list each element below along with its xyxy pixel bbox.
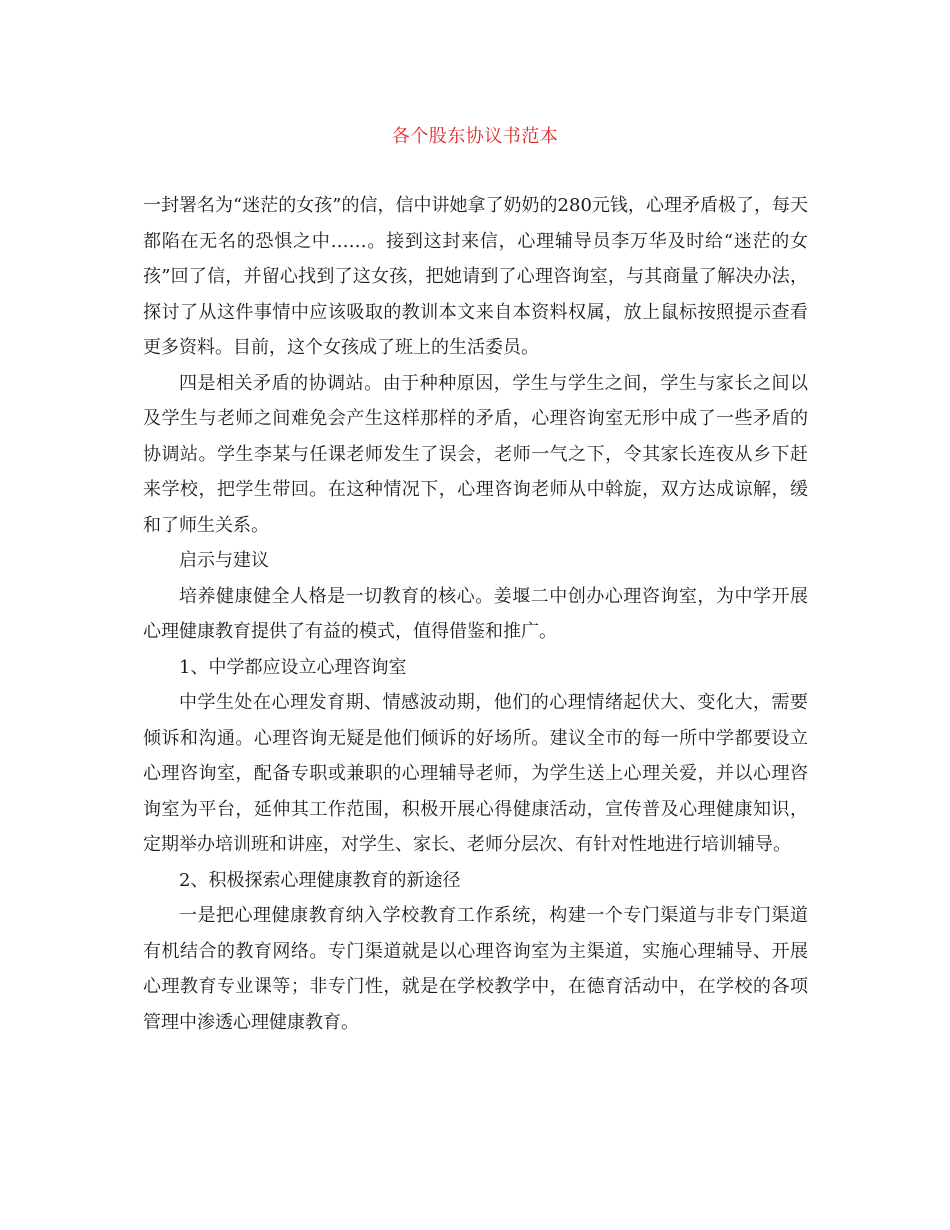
paragraph-core-of-education: 培养健康健全人格是一切教育的核心。姜堰二中创办心理咨询室，为中学开展心理健康教育提供了有益的模式，值得借鉴和推广。	[143, 585, 808, 642]
subheading-set-up-counseling-rooms: 1、中学都应设立心理咨询室	[179, 656, 407, 678]
document-body	[143, 188, 808, 1040]
section-heading-insights: 启示与建议	[179, 550, 269, 571]
document-title: 各个股东协议书范本	[391, 126, 559, 147]
paragraph-education-network: 一是把心理健康教育纳入学校教育工作系统，构建一个专门渠道与非专门渠道有机结合的教育网络。专门渠道就是以心理咨询室为主渠道，实施心理辅导、开展心理教育专业课等；非专门性，就是在学校教学中，在德育活动中，在学校的各项管理中渗透心理健康教育。	[143, 905, 808, 1033]
paragraph-conflict-coordination: 四是相关矛盾的协调站。由于种种原因，学生与学生之间，学生与家长之间以及学生与老师之间难免会产生这样那样的矛盾，心理咨询室无形中成了一些矛盾的协调站。学生李某与任课老师发生了误会，老师一气之下，令其家长连夜从乡下赶来学校，把学生带回。在这种情况下，心理咨询老师从中斡旋，双方达成谅解，缓和了师生关系。	[143, 372, 808, 536]
subheading-explore-new-approaches: 2、积极探索心理健康教育的新途径	[179, 869, 461, 891]
paragraph-counseling-rooms-detail: 中学生处在心理发育期、情感波动期，他们的心理情绪起伏大、变化大，需要倾诉和沟通。心理咨询无疑是他们倾诉的好场所。建议全市的每一所中学都要设立心理咨询室，配备专职或兼职的心理辅导老师，为学生送上心理关爱，并以心理咨询室为平台，延伸其工作范围，积极开展心得健康活动，宣传普及心理健康知识，定期举办培训班和讲座，对学生、家长、老师分层次、有针对性地进行培训辅导。	[143, 692, 808, 855]
paragraph-letter-story: 一封署名为“迷茫的女孩”的信，信中讲她拿了奶奶的280元钱，心理矛盾极了，每天都陷在无名的恐惧之中……。接到这封来信，心理辅导员李万华及时给“迷茫的女孩”回了信，并留心找到了这女孩，把她请到了心理咨询室，与其商量了解决办法，探讨了从这件事情中应该吸取的教训本文来自本资料权属，放上鼠标按照提示查看更多资料。目前，这个女孩成了班上的生活委员。	[143, 195, 808, 358]
